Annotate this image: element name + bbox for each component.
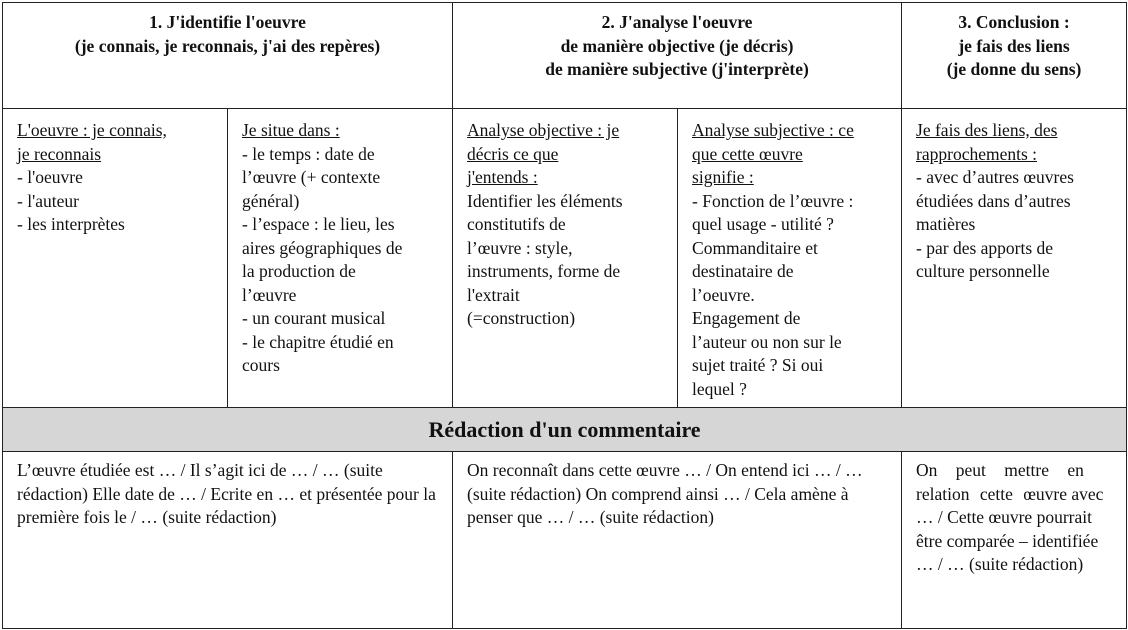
header-row <box>3 3 1127 109</box>
commentary-band-title: Rédaction d'un commentaire <box>3 408 1127 452</box>
list-item: l’auteur ou non sur le <box>692 331 842 352</box>
section-title: L'oeuvre : je connais, <box>17 120 167 140</box>
commentary-line: (suite rédaction) <box>969 554 1084 574</box>
section-title: Je fais des liens, des <box>916 120 1058 140</box>
header-line: de manière objective (je décris) <box>560 35 794 56</box>
commentary-line: Elle date de … / Ecrite en … et présentée pour la <box>92 483 436 504</box>
commentary-line: On comprend ainsi … / Cela amène à penser que <box>467 483 849 527</box>
content-row <box>3 109 1127 408</box>
commentary-line: (suite rédaction) <box>162 507 277 527</box>
header-analyse <box>453 3 902 109</box>
commentary-line: … / … <box>546 507 596 527</box>
list-item: l’oeuvre. <box>692 284 755 305</box>
header-identify <box>3 3 453 109</box>
commentary-line: L’œuvre étudiée est … / Il s’agit ici de … / … <box>17 460 340 480</box>
header-line: (je donne du sens) <box>946 59 1082 79</box>
cell-identify-work <box>3 109 228 408</box>
list-item: aires géographiques de <box>242 237 403 258</box>
list-item: lequel ? <box>692 378 747 399</box>
header-line: 2. J'analyse l'oeuvre <box>601 12 753 32</box>
commentary-line: – identifiée … / … <box>916 530 1099 574</box>
list-item: l'extrait <box>467 284 520 305</box>
section-title: je reconnais <box>17 143 102 164</box>
section-title: décris ce que <box>467 143 559 164</box>
list-item: - les interprètes <box>17 214 125 234</box>
commentary-line: On reconnaît dans cette œuvre … / On entend ici <box>467 460 810 480</box>
cell-links <box>902 109 1127 408</box>
list-item: destinataire de <box>692 261 794 281</box>
commentary-conclusion <box>902 452 1127 629</box>
list-item: - avec d’autres œuvres <box>916 167 1074 187</box>
commentary-line: … / … (suite rédaction) <box>467 460 863 504</box>
list-item: l’œuvre <box>242 284 297 305</box>
list-item: instruments, forme de <box>467 261 621 281</box>
list-item: Identifier les éléments <box>467 190 623 211</box>
header-line: de manière subjective (j'interprète) <box>545 59 809 79</box>
section-title: que cette œuvre <box>692 143 803 164</box>
list-item: sujet traité ? Si oui <box>692 355 824 375</box>
list-item: - l’espace : le lieu, les <box>242 214 395 234</box>
list-item: - le temps : date de <box>242 143 375 164</box>
section-title: signifie : <box>692 167 754 187</box>
commentary-line: relation cette œuvre <box>916 483 1067 504</box>
section-title: Analyse objective : je <box>467 120 620 140</box>
commentary-identify <box>3 452 453 629</box>
analysis-table <box>2 2 1127 629</box>
cell-objective-analysis <box>453 109 678 408</box>
cell-subjective-analysis <box>678 109 902 408</box>
header-line: (je connais, je reconnais, j'ai des repères) <box>74 35 381 56</box>
cell-situate <box>228 109 453 408</box>
commentary-line: (suite rédaction) <box>17 460 383 504</box>
header-line: je fais des liens <box>958 35 1070 56</box>
list-item: - le chapitre étudié en <box>242 331 394 352</box>
list-item: - par des apports de <box>916 237 1054 258</box>
band-row <box>3 408 1127 452</box>
section-title: j'entends : <box>467 167 538 187</box>
commentary-analyse <box>453 452 902 629</box>
list-item: la production de <box>242 261 356 281</box>
section-title: rapprochements : <box>916 143 1038 164</box>
list-item: quel usage - utilité ? <box>692 214 834 234</box>
header-line: 1. J'identifie l'oeuvre <box>149 12 306 32</box>
list-item: - un courant musical <box>242 308 386 328</box>
list-item: matières <box>916 214 976 234</box>
section-title: Je situe dans : <box>242 120 340 140</box>
list-item: Commanditaire et <box>692 237 818 258</box>
header-line: 3. Conclusion : <box>958 12 1070 32</box>
commentary-line: première fois le / … <box>17 507 158 527</box>
list-item: l’œuvre : style, <box>467 237 573 258</box>
commentary-row <box>3 452 1127 629</box>
list-item: - Fonction de l’œuvre : <box>692 190 854 211</box>
list-item: culture personnelle <box>916 261 1050 281</box>
list-item: général) <box>242 190 300 211</box>
list-item: - l'auteur <box>17 190 79 211</box>
list-item: l’œuvre (+ contexte <box>242 167 381 187</box>
list-item: - l'oeuvre <box>17 167 83 187</box>
section-title: Analyse subjective : ce <box>692 120 854 140</box>
commentary-line: pourrait être comparée <box>916 507 1092 551</box>
list-item: (=construction) <box>467 308 576 328</box>
commentary-line: On peut mettre en <box>916 460 1084 480</box>
list-item: cours <box>242 355 280 375</box>
commentary-line: (suite rédaction) <box>599 507 714 527</box>
header-conclusion <box>902 3 1127 109</box>
list-item: Engagement de <box>692 308 801 328</box>
list-item: constitutifs de <box>467 214 566 234</box>
commentary-line: avec … / Cette œuvre <box>916 483 1104 527</box>
list-item: étudiées dans d’autres <box>916 190 1071 211</box>
